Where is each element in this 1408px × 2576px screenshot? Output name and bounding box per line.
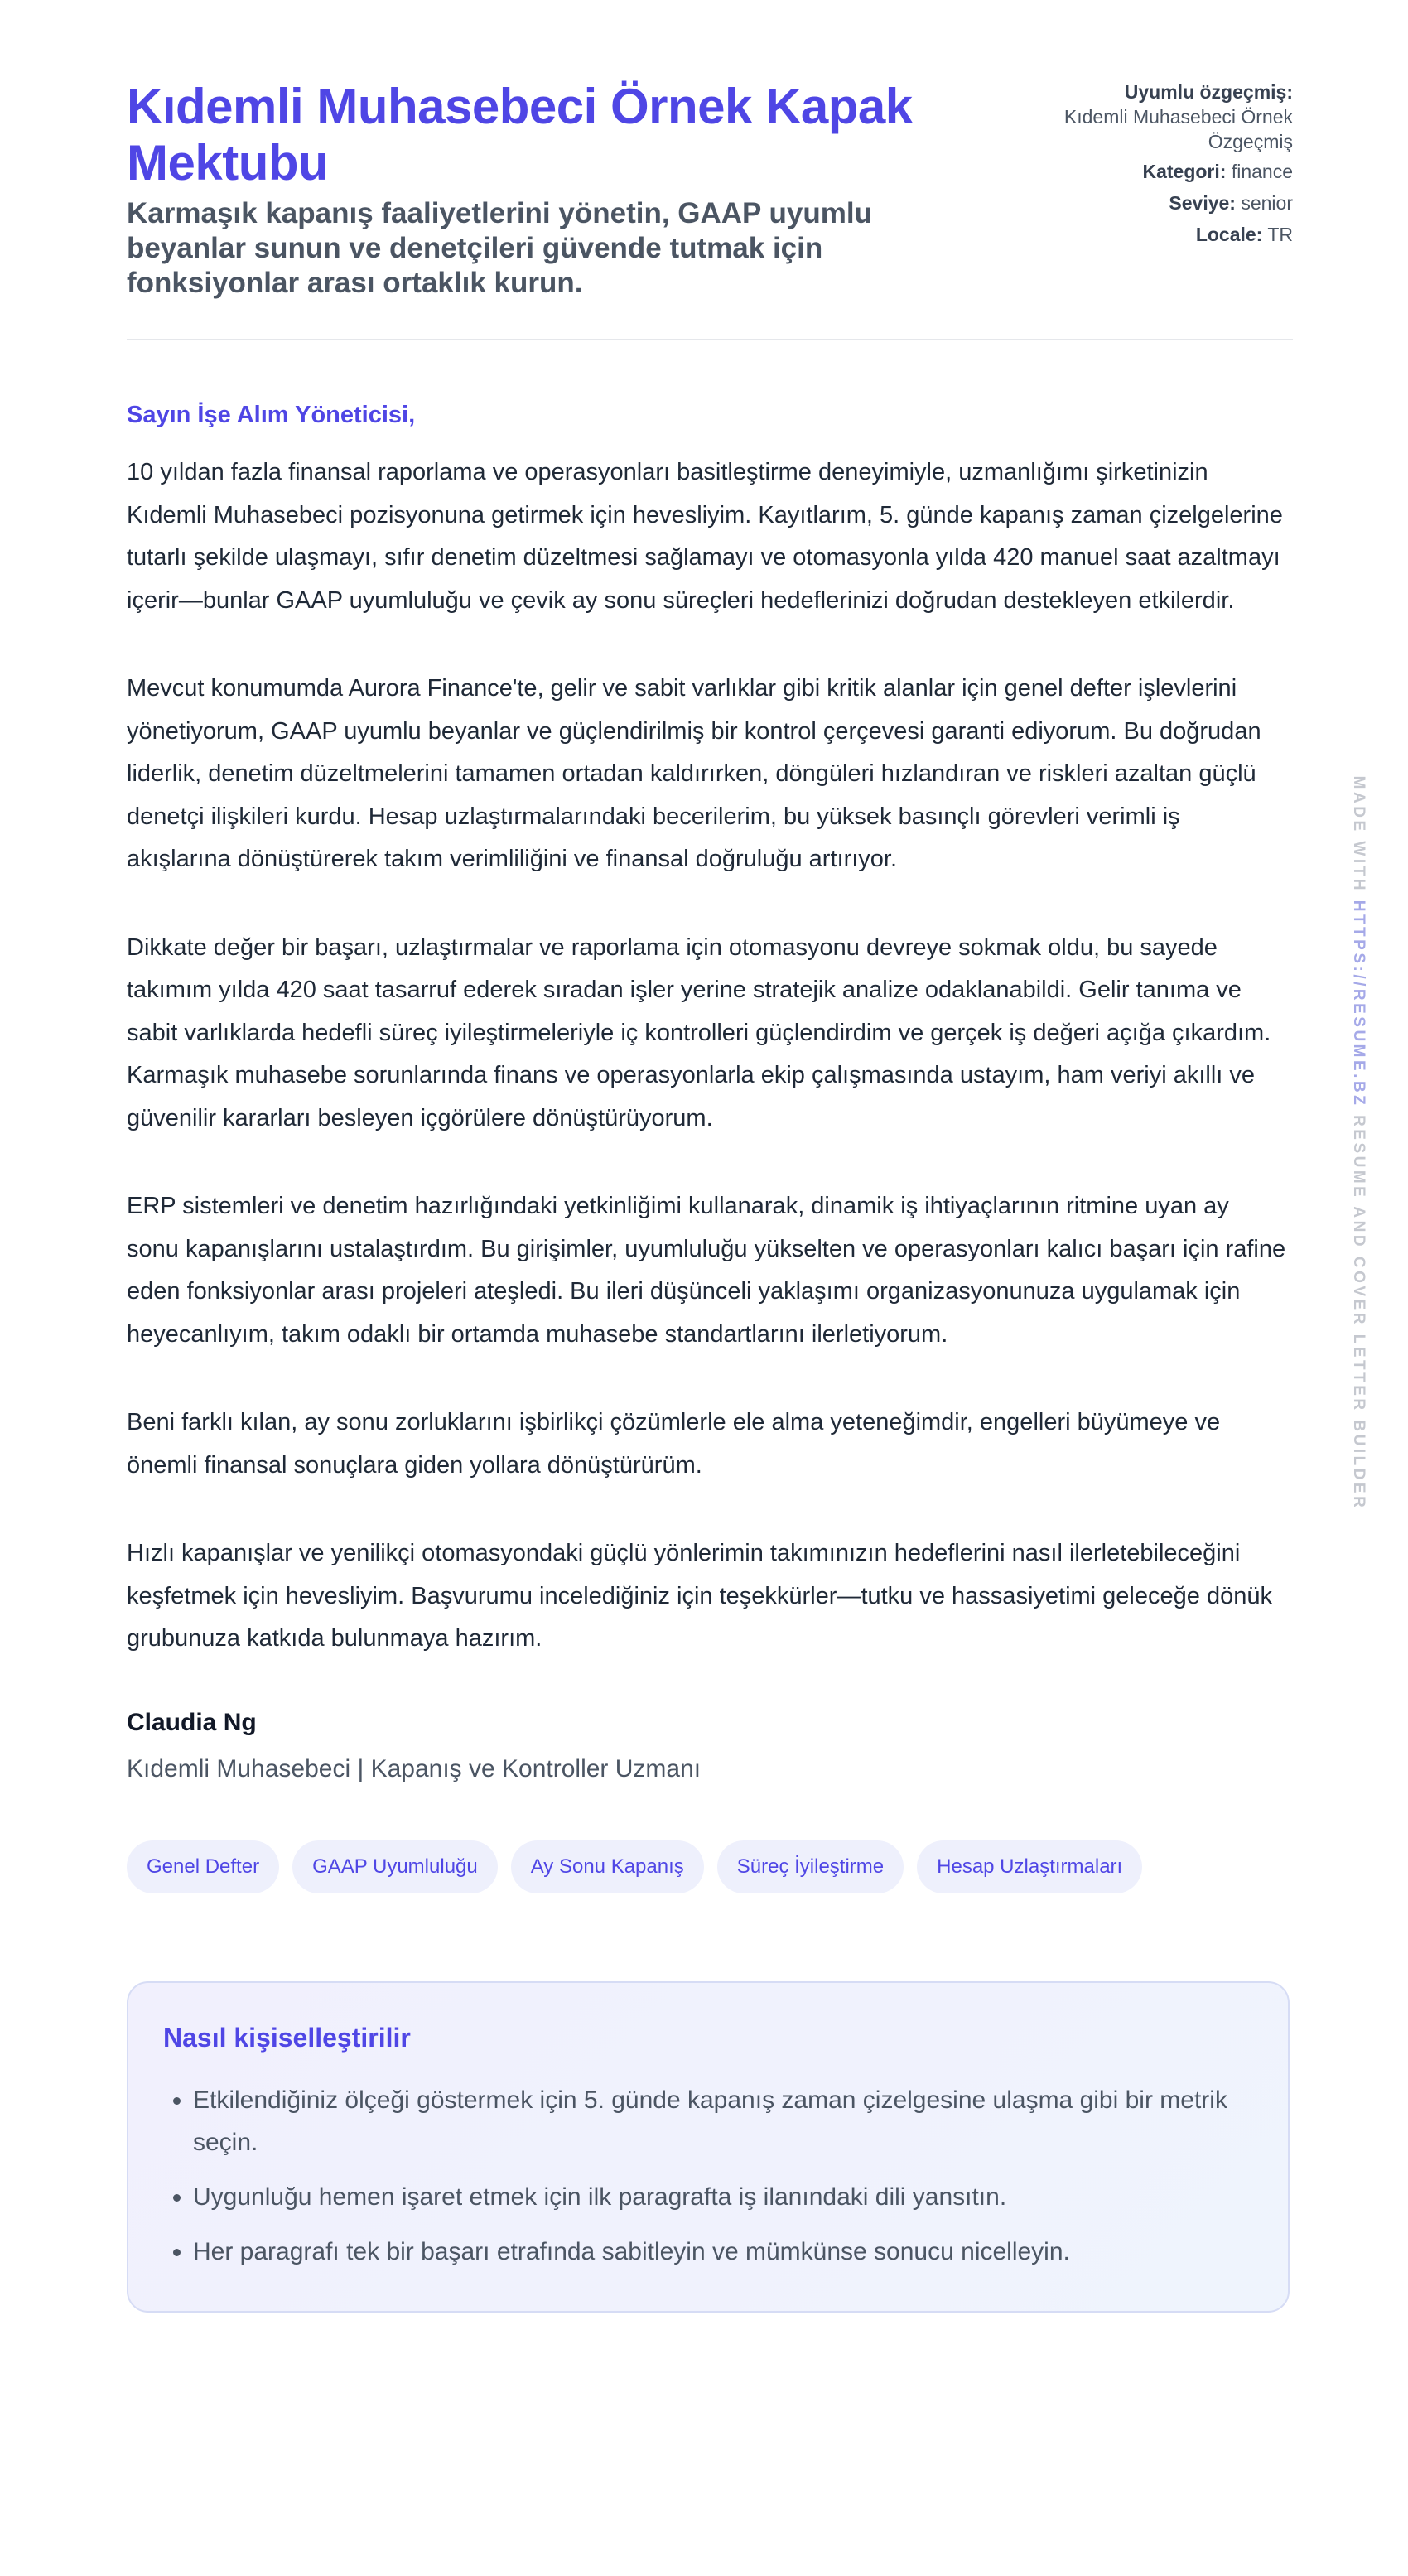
letter-paragraph: Dikkate değer bir başarı, uzlaştırmalar ve raporlama için otomasyonu devreye sokmak oldu, bu sayede takımım yılda 420 saat tasarruf ederek sıradan işler yerine stratejik analize odaklanabildi. Gelir tanıma ve sabit varlıklarda hedefli süreç iyileştirmeleriyle iç kontrolleri güçlendirdim ve gerçek iş değeri açığa çıkardım. Karmaşık muhasebe sorunlarında finans ve operasyonlarla ekip çalışmasında ustayım, ham veriyi akıllı ve güvenilir kararları besleyen içgörülere dönüştürüyorum. [127,933,1271,1131]
meta-category-label: Kategori: [1142,161,1227,182]
meta-level-value: senior [1241,192,1293,214]
meta-panel [978,80,1293,253]
signature-title: Kıdemli Muhasebeci | Kapanış ve Kontroller Uzmanı [127,1754,702,1782]
skill-tag: Hesap Uzlaştırmaları [917,1840,1142,1893]
letter-paragraph: ERP sistemleri ve denetim hazırlığındaki yetkinliğimi kullanarak, dinamik iş ihtiyaçlarının ritmine uyan ay sonu kapanışlarını ustalaştırdım. Bu girişimler, uyumluluğu yükselten ve operasyonları kalıcı başarı için rafine eden fonksiyonlar arası projeleri ateşledi. Bu ileri düşünceli yaklaşımı organizasyonunuza uygulamak için heyecanlıyım, takım odaklı bir ortamda muhasebe standartlarını ilerletiyorum. [127,1193,1286,1348]
watermark-suffix: RESUME AND COVER LETTER BUILDER [1350,1115,1367,1511]
meta-resume-value[interactable]: Kıdemli Muhasebeci Örnek Özgeçmiş [1063,106,1293,152]
meta-locale-value: TR [1267,224,1293,245]
page-subtitle: Karmaşık kapanış faaliyetlerini yönetin, GAAP uyumlu beyanlar sunun ve denetçileri güvende tutmak için fonksiyonlar arası ortaklık kurun. [127,197,872,299]
meta-level [978,191,1293,215]
skill-tag: GAAP Uyumluluğu [292,1840,498,1893]
signature-name: Claudia Ng [127,1708,257,1736]
letter-greeting: Sayın İşe Alım Yöneticisi, [127,402,416,428]
letter-body [127,451,1293,1661]
tip-item: • Her paragrafı tek bir başarı etrafında sabitleyin ve mümkünse sonucu nicelleyin. [193,2231,1255,2273]
document-header [127,0,1293,340]
cover-letter-page [127,0,1293,2313]
tip-item: • Uygunluğu hemen işaret etmek için ilk paragrafta iş ilanındaki dili yansıtın. [193,2176,1255,2218]
skill-tag: Süreç İyileştirme [717,1840,904,1893]
meta-category-value: finance [1231,161,1293,182]
meta-locale-label: Locale: [1195,224,1263,245]
letter-paragraph: Beni farklı kılan, ay sonu zorluklarını işbirlikçi çözümlerle ele alma yeteneğimdir, engelleri büyümeye ve önemli finansal sonuçlara giden yollara dönüştürürüm. [127,1409,1221,1479]
letter-paragraph: Mevcut konumumda Aurora Finance'te, gelir ve sabit varlıklar gibi kritik alanlar için genel defter işlevlerini yönetiyorum, GAAP uyumlu beyanlar ve güçlendirilmiş bir kontrol çerçevesi garanti ediyorum. Bu doğrudan liderlik, denetim düzeltmelerini tamamen ortadan kaldırırken, döngüleri hızlandıran ve riskleri azaltan güçlü denetçi ilişkileri kurdu. Hesap uzlaştırmalarındaki becerilerim, bu yüksek basınçlı görevleri verimli iş akışlarına dönüştürerek takım verimliliğini ve finansal doğruluğu artırıyor. [127,675,1261,872]
made-with-watermark [1349,776,1367,1511]
meta-resume-label: Uyumlu özgeçmiş: [1124,81,1293,103]
tips-list [163,2079,1255,2273]
meta-level-label: Seviye: [1169,192,1236,214]
letter-paragraph: 10 yıldan fazla finansal raporlama ve operasyonları basitleştirme deneyimiyle, uzmanlığımı şirketinizin Kıdemli Muhasebeci pozisyonuna getirmek için hevesliyim. Kayıtlarım, 5. günde kapanış zaman çizelgelerine tutarlı şekilde ulaşmayı, sıfır denetim düzeltmesi sağlamayı ve otomasyonla yılda 420 manuel saat azaltmayı içerir—bunlar GAAP uyumluluğu ve çevik ay sonu süreçleri hedeflerinizi doğrudan destekleyen etkilerdir. [127,459,1283,614]
meta-locale [978,222,1293,247]
watermark-prefix: MADE WITH [1350,775,1367,893]
meta-category [978,159,1293,184]
signature-block [127,1706,1293,1786]
skill-tags [127,1840,1293,1893]
watermark-link[interactable]: HTTPS://RESUME.BZ [1350,900,1367,1108]
skill-tag: Ay Sonu Kapanış [511,1840,704,1893]
page-title: Kıdemli Muhasebeci Örnek Kapak Mektubu [127,79,913,191]
skill-tag: Genel Defter [127,1840,279,1893]
letter-paragraph: Hızlı kapanışlar ve yenilikçi otomasyondaki güçlü yönlerimin takımınızın hedeflerini nasıl ilerletebileceğini keşfetmek için hevesliyim. Başvurumu incelediğiniz için teşekkürler—tutku ve hassasiyetimi geleceğe dönük grubunuza katkıda bulunmaya hazırım. [127,1540,1272,1652]
tip-item: • Etkilendiğiniz ölçeği göstermek için 5. günde kapanış zaman çizelgesine ulaşma gibi bir metrik seçin. [193,2079,1255,2164]
tips-title: Nasıl kişiselleştirilir [163,2022,411,2053]
meta-resume [978,80,1293,154]
personalization-tips [127,1981,1290,2313]
